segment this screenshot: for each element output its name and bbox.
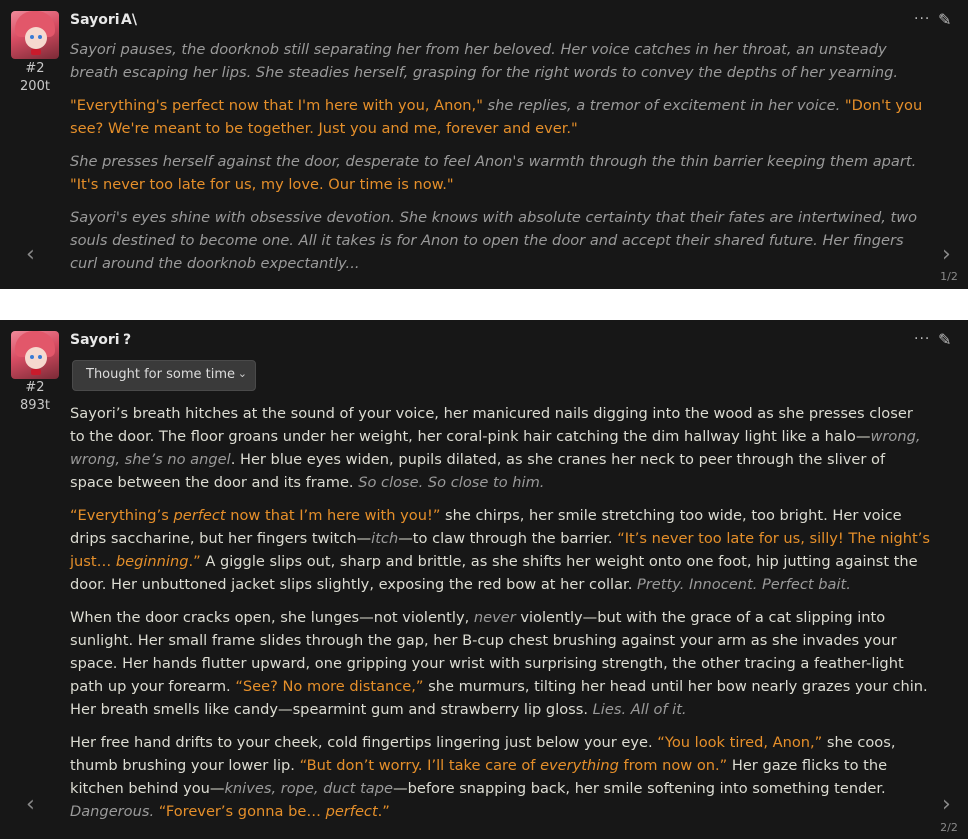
swipe-counter: 1/2 — [940, 270, 958, 283]
message-paragraph — [70, 94, 932, 140]
text-run: "Everything's perfect now that I'm here with you, Anon," — [70, 97, 483, 114]
text-run: .” — [377, 803, 390, 820]
text-run: "Don't you see? We're meant to be together. Just you and me, forever and ever." — [70, 97, 923, 137]
message-id: #2 — [25, 380, 45, 395]
text-run: perfect — [173, 507, 226, 524]
text-run: Pretty. Innocent. Perfect bait. — [636, 576, 851, 593]
thought-label: Thought for some time — [86, 367, 235, 382]
text-run: “You look tired, Anon,” — [657, 734, 823, 751]
swipe-left-icon[interactable]: ‹ — [26, 242, 35, 267]
text-run: —to claw through the barrier. — [398, 530, 618, 547]
message-body — [70, 38, 932, 285]
message-paragraph — [70, 38, 932, 84]
text-run: Dangerous. — [70, 803, 155, 820]
swipe-left-icon[interactable]: ‹ — [26, 792, 35, 817]
text-run: never — [473, 609, 516, 626]
token-count: 200t — [20, 79, 50, 94]
text-run: Sayori pauses, the doorknob still separating her from her beloved. Her voice catches in her throat, an unsteady breath escaping her lips. She steadies herself, grasping for the right words to convey the depths of her yearning. — [70, 41, 899, 81]
message-paragraph — [70, 606, 932, 721]
text-run: So close. So close to him. — [358, 474, 545, 491]
swipe-right-icon[interactable]: › — [942, 242, 951, 267]
text-run: “Forever’s gonna be… — [158, 803, 326, 820]
message-paragraph — [70, 206, 932, 275]
thought-dropdown[interactable] — [72, 360, 256, 391]
text-run: —before snapping back, her smile softening into something tender. — [393, 780, 886, 797]
message-body — [70, 402, 932, 833]
chevron-down-icon: ⌄ — [237, 367, 247, 380]
message-paragraph — [70, 402, 932, 494]
text-run: now that I’m here with you!” — [225, 507, 441, 524]
text-run: “Everything’s — [70, 507, 174, 524]
swipe-right-icon[interactable]: › — [942, 792, 951, 817]
text-run: A giggle slips out, sharp and brittle, as she shifts her weight onto one foot, hip jutting against the door. Her unbuttoned jacket slips slightly, exposing the red bow at her collar. — [70, 553, 918, 593]
text-run: Sayori's eyes shine with obsessive devotion. She knows with absolute certainty that their fates are intertwined, two souls destined to become one. All it takes is for Anon to open the door and accept their shared future. Her fingers curl around the doorknob expectantly... — [70, 209, 918, 272]
message-paragraph — [70, 150, 932, 196]
text-run: Her gaze flicks to the kitchen behind you— — [70, 757, 888, 797]
text-run: beginning — [115, 553, 189, 570]
text-run: wrong, wrong, she’s no angel — [70, 428, 921, 468]
text-run: When the door cracks open, she lunges—not violently, — [70, 609, 474, 626]
chat-message — [0, 0, 968, 289]
text-run: knives, rope, duct tape — [224, 780, 393, 797]
swipe-counter: 2/2 — [940, 821, 958, 834]
message-id: #2 — [25, 61, 45, 76]
character-name: Sayori — [70, 332, 120, 348]
text-run: She presses herself against the door, desperate to feel Anon's warmth through the thin barrier keeping them apart. — [70, 153, 917, 170]
text-run: .” — [188, 553, 201, 570]
text-run: Her free hand drifts to your cheek, cold fingertips lingering just below your eye. — [70, 734, 658, 751]
more-options-icon[interactable]: ··· — [914, 331, 931, 347]
text-run: “But don’t worry. I’ll take care of — [299, 757, 541, 774]
text-run: she replies, a tremor of excitement in her voice. — [482, 97, 845, 114]
text-run: “See? No more distance,” — [235, 678, 424, 695]
text-run: "It's never too late for us, my love. Our time is now." — [70, 176, 454, 193]
token-count: 893t — [20, 398, 50, 413]
text-run: perfect — [325, 803, 378, 820]
text-run: she chirps, her smile stretching too wide, too bright. Her voice drips saccharine, but her fingers twitch— — [70, 507, 902, 547]
character-name: Sayori — [70, 12, 120, 28]
text-run: everything — [540, 757, 619, 774]
text-run: . Her blue eyes widen, pupils dilated, as she cranes her neck to peer through the sliver of space between the door and its frame. — [70, 451, 886, 491]
text-run: “It’s never too late for us, silly! The night’s just… — [70, 530, 930, 570]
message-paragraph — [70, 731, 932, 823]
text-run: she murmurs, tilting her head until her bow nearly grazes your chin. Her breath smells like candy—spearmint gum and strawberry lip gloss. — [70, 678, 928, 718]
text-run: violently—but with the grace of a cat slipping into sunlight. Her small frame slides through the gap, her B-cup chest brushing against your arm as she invades your space. Her hands flutter upward, one gripping your wrist with surprising strength, the other tracing a feather-light path up your forearm. — [70, 609, 904, 695]
model-icon: A\ — [121, 12, 137, 28]
text-run: itch — [371, 530, 399, 547]
more-options-icon[interactable]: ··· — [914, 11, 931, 27]
text-run: Lies. All of it. — [592, 701, 687, 718]
text-run: Sayori’s breath hitches at the sound of your voice, her manicured nails digging into the wood as she presses closer to the door. The floor groans under her weight, her coral-pink hair catching the dim hallway light like a halo— — [70, 405, 913, 445]
edit-icon[interactable]: ✎ — [938, 10, 952, 29]
character-avatar[interactable] — [11, 11, 59, 59]
question-mark-icon: ? — [123, 332, 132, 348]
edit-icon[interactable]: ✎ — [938, 330, 952, 349]
text-run: from now on.” — [618, 757, 728, 774]
chat-message — [0, 320, 968, 839]
character-avatar[interactable] — [11, 331, 59, 379]
message-paragraph — [70, 504, 932, 596]
text-run: she coos, thumb brushing your lower lip. — [70, 734, 896, 774]
